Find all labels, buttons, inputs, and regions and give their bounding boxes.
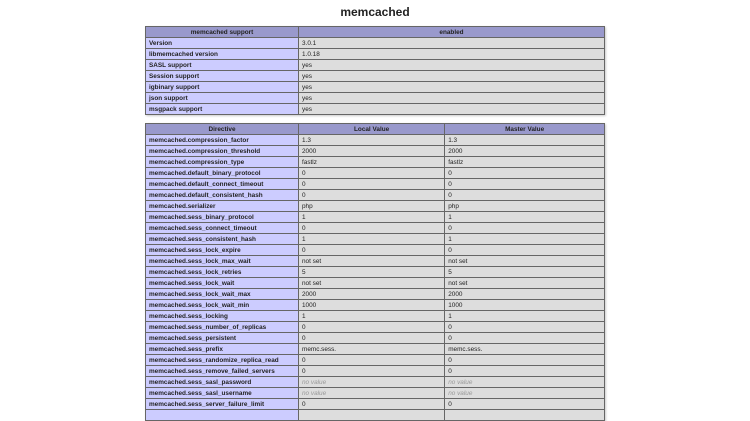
local-value [299, 135, 445, 146]
master-value [445, 366, 605, 377]
value-text: 0 [448, 323, 452, 331]
table-row [146, 157, 605, 168]
table-row [146, 388, 605, 399]
value-text: fastlz [448, 158, 464, 166]
value-text: 1000 [448, 301, 463, 309]
directive-name: memcached.sess_lock_wait [146, 278, 299, 289]
page-title: memcached [340, 5, 410, 19]
value-text: memc.sess. [448, 345, 483, 353]
value-text: 0 [302, 334, 306, 342]
table-row [146, 410, 605, 421]
table-row [146, 245, 605, 256]
master-value [445, 157, 605, 168]
value-text: 0 [448, 224, 452, 232]
directive-name: memcached.sess_number_of_replicas [146, 322, 299, 333]
master-value [445, 223, 605, 234]
master-value [445, 234, 605, 245]
value-text: 5 [302, 268, 306, 276]
master-value [445, 289, 605, 300]
value-text: 0 [448, 246, 452, 254]
table-row [146, 300, 605, 311]
directive-name: memcached.sess_lock_expire [146, 245, 299, 256]
value-text: 0 [302, 246, 306, 254]
table-row [146, 49, 605, 60]
local-value [299, 146, 445, 157]
local-value [299, 256, 445, 267]
directive-name [146, 410, 299, 421]
table-row [146, 267, 605, 278]
value-text: 0 [302, 323, 306, 331]
local-value [299, 399, 445, 410]
table-row [146, 104, 605, 115]
value-text: 1.3 [448, 136, 458, 144]
master-value [445, 212, 605, 223]
directive-name: memcached.sess_lock_wait_max [146, 289, 299, 300]
table-row [146, 190, 605, 201]
no-value-text: no value [448, 389, 473, 397]
value-text: 2000 [302, 290, 317, 298]
directive-name: memcached.sess_prefix [146, 344, 299, 355]
table-row [146, 377, 605, 388]
directive-name: memcached.default_consistent_hash [146, 190, 299, 201]
value-text: 1 [302, 312, 306, 320]
table-row [146, 289, 605, 300]
table-row [146, 355, 605, 366]
no-value-text: no value [302, 389, 327, 397]
value-text: not set [448, 257, 468, 265]
row-label: json support [146, 93, 299, 104]
local-value [299, 245, 445, 256]
directive-name: memcached.serializer [146, 201, 299, 212]
value-text: 1 [302, 213, 306, 221]
row-value: 3.0.1 [299, 38, 605, 49]
row-label: Version [146, 38, 299, 49]
master-value [445, 388, 605, 399]
master-value [445, 399, 605, 410]
value-text: 0 [302, 180, 306, 188]
master-value [445, 377, 605, 388]
table-row [146, 179, 605, 190]
master-value [445, 146, 605, 157]
local-value [299, 234, 445, 245]
local-value [299, 300, 445, 311]
table-row [146, 71, 605, 82]
master-value [445, 311, 605, 322]
master-value [445, 179, 605, 190]
directive-name: memcached.compression_type [146, 157, 299, 168]
directive-name: memcached.sess_persistent [146, 333, 299, 344]
value-text: 0 [302, 356, 306, 364]
directive-name: memcached.sess_lock_retries [146, 267, 299, 278]
value-text: 1 [448, 235, 452, 243]
value-text: php [302, 202, 313, 210]
local-value [299, 190, 445, 201]
directive-name: memcached.default_connect_timeout [146, 179, 299, 190]
value-text: 0 [448, 400, 452, 408]
value-text: 1 [302, 235, 306, 243]
local-value [299, 388, 445, 399]
table-row [146, 168, 605, 179]
table-row [146, 256, 605, 267]
local-value [299, 410, 445, 421]
local-value [299, 278, 445, 289]
column-header: enabled [299, 27, 605, 38]
master-value [445, 190, 605, 201]
value-text: php [448, 202, 459, 210]
row-label: SASL support [146, 60, 299, 71]
master-value [445, 135, 605, 146]
table-row [146, 212, 605, 223]
column-header: Directive [146, 124, 299, 135]
master-value [445, 410, 605, 421]
table-row [146, 333, 605, 344]
no-value-text: no value [448, 378, 473, 386]
master-value [445, 245, 605, 256]
row-value: 1.0.18 [299, 49, 605, 60]
support-table [145, 26, 605, 115]
directive-name: memcached.sess_randomize_replica_read [146, 355, 299, 366]
value-text: not set [302, 257, 322, 265]
value-text: 0 [448, 191, 452, 199]
directive-name: memcached.sess_sasl_username [146, 388, 299, 399]
value-text: not set [302, 279, 322, 287]
directive-name: memcached.sess_lock_wait_min [146, 300, 299, 311]
directive-table [145, 123, 605, 421]
column-header: memcached support [146, 27, 299, 38]
table-row [146, 322, 605, 333]
local-value [299, 377, 445, 388]
value-text: 2000 [448, 290, 463, 298]
directive-name: memcached.sess_lock_max_wait [146, 256, 299, 267]
local-value [299, 289, 445, 300]
master-value [445, 300, 605, 311]
directive-name: memcached.sess_connect_timeout [146, 223, 299, 234]
value-text: not set [448, 279, 468, 287]
directive-name: memcached.sess_remove_failed_servers [146, 366, 299, 377]
local-value [299, 157, 445, 168]
row-label: libmemcached version [146, 49, 299, 60]
local-value [299, 311, 445, 322]
support-table-header [146, 27, 605, 38]
value-text: 0 [448, 356, 452, 364]
master-value [445, 344, 605, 355]
value-text: 0 [302, 224, 306, 232]
local-value [299, 168, 445, 179]
column-header: Local Value [299, 124, 445, 135]
local-value [299, 366, 445, 377]
row-value: yes [299, 82, 605, 93]
value-text: 2000 [448, 147, 463, 155]
directive-name: memcached.sess_consistent_hash [146, 234, 299, 245]
master-value [445, 256, 605, 267]
table-row [146, 38, 605, 49]
directive-name: memcached.sess_binary_protocol [146, 212, 299, 223]
table-row [146, 93, 605, 104]
no-value-text: no value [302, 378, 327, 386]
value-text: 0 [448, 334, 452, 342]
row-value: yes [299, 71, 605, 82]
local-value [299, 179, 445, 190]
local-value [299, 344, 445, 355]
local-value [299, 355, 445, 366]
value-text: 1.3 [302, 136, 311, 144]
value-text: 1000 [302, 301, 317, 309]
table-row [146, 135, 605, 146]
master-value [445, 322, 605, 333]
local-value [299, 212, 445, 223]
value-text: fastlz [302, 158, 317, 166]
table-row [146, 399, 605, 410]
value-text: 2000 [302, 147, 317, 155]
table-row [146, 311, 605, 322]
row-value: yes [299, 104, 605, 115]
master-value [445, 168, 605, 179]
local-value [299, 223, 445, 234]
row-label: msgpack support [146, 104, 299, 115]
table-row [146, 344, 605, 355]
row-value: yes [299, 93, 605, 104]
directive-name: memcached.sess_locking [146, 311, 299, 322]
directive-name: memcached.compression_factor [146, 135, 299, 146]
master-value [445, 267, 605, 278]
local-value [299, 333, 445, 344]
value-text: 1 [448, 312, 452, 320]
value-text: 1 [448, 213, 452, 221]
value-text: 0 [302, 191, 306, 199]
row-label: Session support [146, 71, 299, 82]
value-text: 0 [302, 400, 306, 408]
value-text: 0 [302, 169, 306, 177]
directive-table-header [146, 124, 605, 135]
table-row [146, 223, 605, 234]
row-value: yes [299, 60, 605, 71]
table-row [146, 146, 605, 157]
directive-name: memcached.sess_sasl_password [146, 377, 299, 388]
value-text: 0 [448, 180, 452, 188]
value-text: 5 [448, 268, 452, 276]
table-row [146, 278, 605, 289]
table-row [146, 60, 605, 71]
table-row [146, 82, 605, 93]
directive-name: memcached.compression_threshold [146, 146, 299, 157]
table-row [146, 234, 605, 245]
master-value [445, 355, 605, 366]
value-text: 0 [448, 169, 452, 177]
local-value [299, 267, 445, 278]
master-value [445, 201, 605, 212]
table-row [146, 201, 605, 212]
local-value [299, 201, 445, 212]
local-value [299, 322, 445, 333]
directive-name: memcached.sess_server_failure_limit [146, 399, 299, 410]
value-text: 0 [302, 367, 306, 375]
value-text: 0 [448, 367, 452, 375]
directive-name: memcached.default_binary_protocol [146, 168, 299, 179]
master-value [445, 333, 605, 344]
row-label: igbinary support [146, 82, 299, 93]
value-text: memc.sess. [302, 345, 337, 353]
master-value [445, 278, 605, 289]
column-header: Master Value [445, 124, 605, 135]
table-row [146, 366, 605, 377]
